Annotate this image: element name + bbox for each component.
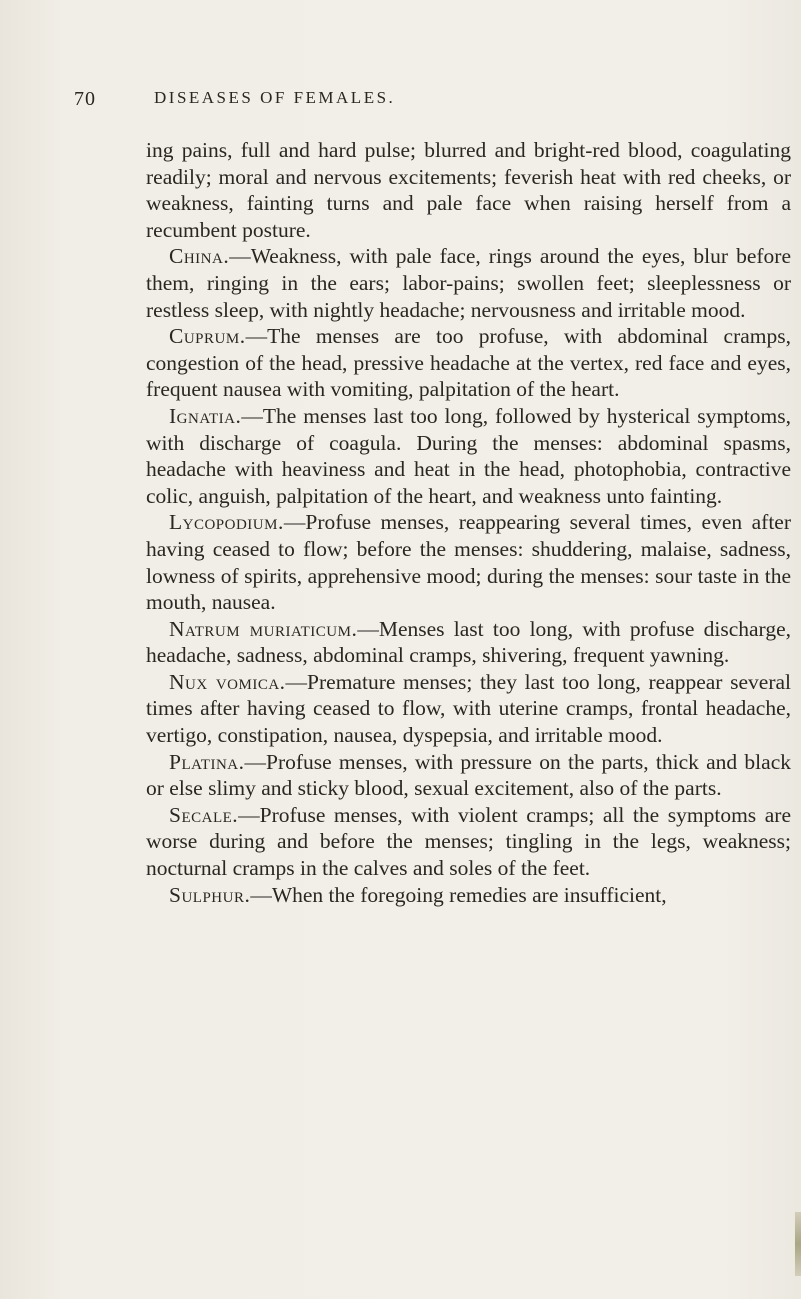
remedy-platina — [146, 749, 791, 802]
remedy-name: Nux vomica. — [169, 669, 286, 694]
remedy-description: —The menses last too long, followed by hysterical symptoms, with discharge of coagula. During the menses: abdominal spasms, headache with heaviness and heat in the head, photophobia, contractive colic, anguish, palpitation of the heart, and weakness unto fainting. — [146, 403, 791, 508]
page-edge-mark — [795, 1212, 801, 1276]
remedy-secale — [146, 802, 791, 882]
remedy-china — [146, 243, 791, 323]
remedy-description: —Profuse menses, with violent cramps; all the symptoms are worse during and before the menses; tingling in the legs, weakness; nocturnal cramps in the calves and soles of the feet. — [146, 802, 791, 881]
remedy-name: Ignatia. — [169, 403, 242, 428]
remedy-description: —The menses are too profuse, with abdominal cramps, congestion of the head, pressive headache at the vertex, red face and eyes, frequent nausea with vomiting, palpitation of the heart. — [146, 324, 791, 402]
remedy-description: —Menses last too long, with profuse discharge, headache, sadness, abdominal cramps, shivering, frequent yawning. — [146, 616, 791, 668]
page-header — [0, 88, 801, 116]
remedy-cuprum — [146, 323, 791, 403]
paragraph-continuation — [146, 137, 791, 243]
remedy-name: Natrum muriaticum. — [169, 616, 358, 641]
remedy-ignatia — [146, 403, 791, 509]
remedy-lycopodium — [146, 509, 791, 615]
remedy-name: Sulphur. — [169, 882, 251, 907]
remedy-name: Cuprum. — [169, 324, 246, 349]
remedy-name: Platina. — [169, 749, 245, 774]
remedy-name: Secale. — [169, 802, 239, 827]
remedy-description: —Weakness, with pale face, rings around the eyes, blur before them, ringing in the ears; labor-pains; swollen feet; sleeplessness or restless sleep, with nightly headache; nervousness and irritable mood. — [146, 244, 791, 322]
remedy-description: —Profuse menses, with pressure on the parts, thick and black or else slimy and sticky blood, sexual excitement, also of the parts. — [146, 749, 791, 801]
remedy-name: Lycopodium. — [169, 510, 284, 535]
remedy-name: China. — [169, 244, 230, 269]
remedy-description: —Premature menses; they last too long, reappear several times after having ceased to flow, with uterine cramps, frontal headache, vertigo, constipation, nausea, dyspepsia, and irritable mood. — [146, 669, 791, 748]
remedy-sulphur — [146, 882, 791, 909]
remedy-description: —Profuse menses, reappearing several times, even after having ceased to flow; before the menses: shuddering, malaise, sadness, lowness of spirits, apprehensive mood; during the menses: sour taste in the mouth, nausea. — [146, 510, 791, 615]
remedy-nux-vomica — [146, 669, 791, 749]
body-text — [146, 137, 791, 908]
paragraph-text: ing pains, full and hard pulse; blurred and bright-red blood, coagulating readily; moral and nervous excitements; feverish heat with red cheeks, or weakness, fainting turns and pale face when raising herself from a recumbent posture. — [146, 138, 791, 242]
remedy-description: —When the foregoing remedies are insufficient, — [250, 882, 667, 907]
running-head: DISEASES OF FEMALES. — [154, 88, 396, 107]
remedy-natrum-muriaticum — [146, 616, 791, 669]
page-number: 70 — [74, 88, 96, 110]
